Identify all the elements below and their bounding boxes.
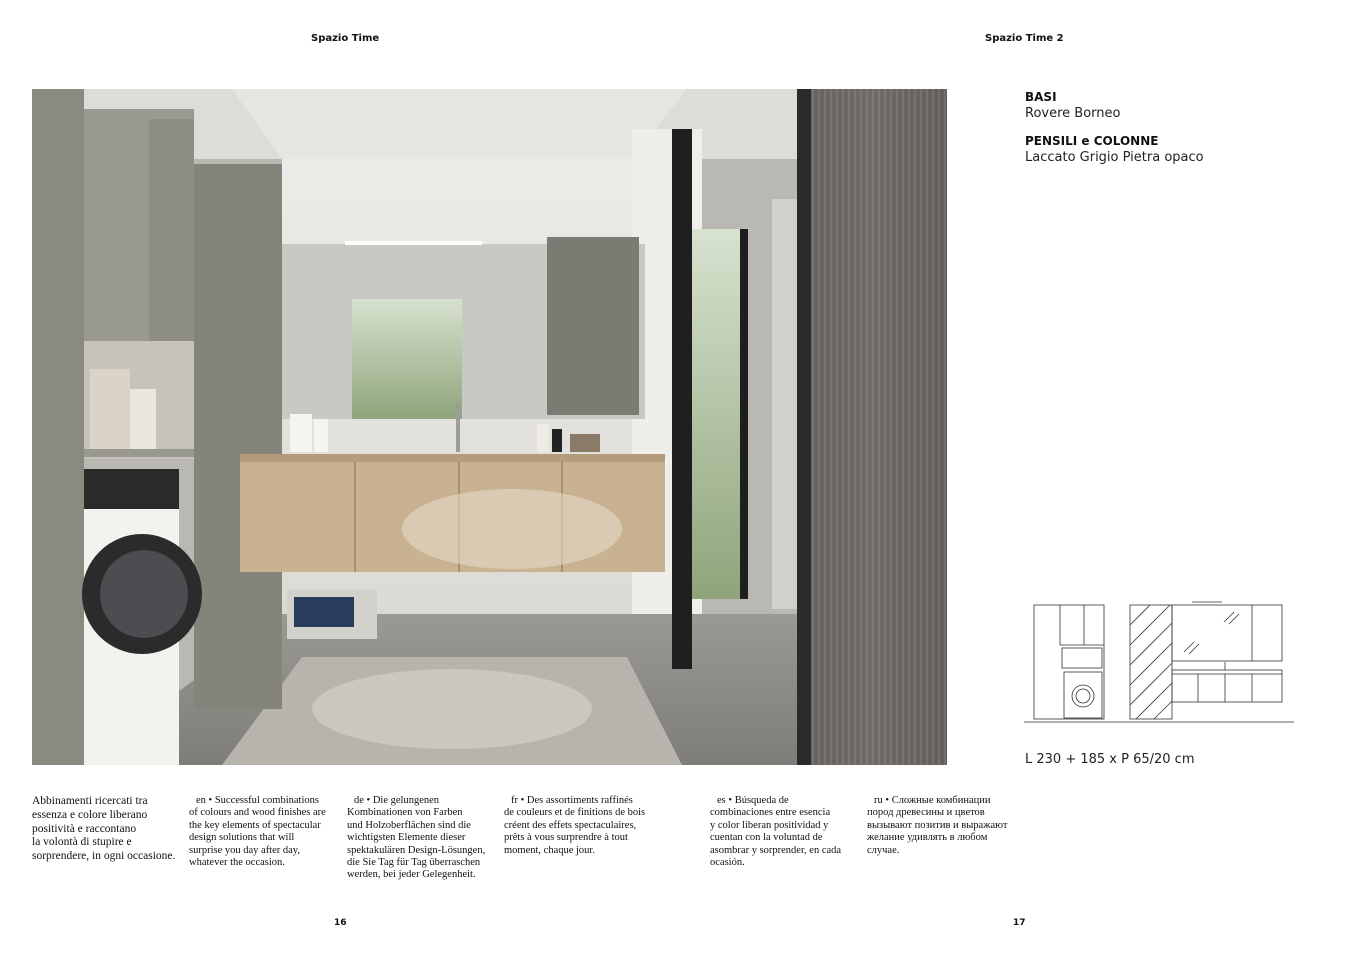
text-line: случае. <box>867 844 900 856</box>
text-line: Búsqueda de <box>734 795 789 806</box>
text-line: de couleurs et de finitions de bois <box>504 807 646 819</box>
lang-code: ru • <box>874 795 890 806</box>
bathroom-photo <box>32 89 947 765</box>
text-line: créent des effets spectaculaires, <box>504 819 637 831</box>
text-line: werden, bei jeder Gelegenheit. <box>347 869 476 881</box>
text-line: the key elements of spectacular <box>189 819 321 831</box>
text-line: wichtigsten Elemente dieser <box>347 832 466 844</box>
elevation-drawing <box>1024 600 1296 728</box>
right-page-header: Spazio Time 2 <box>985 33 1064 44</box>
text-line: moment, chaque jour. <box>504 844 595 856</box>
text-line: ocasión. <box>710 857 745 869</box>
text-line: y color liberan positividad y <box>710 819 829 831</box>
left-page-number: 16 <box>334 918 347 928</box>
right-page-number: 17 <box>1013 918 1026 928</box>
text-line: design solutions that will <box>189 832 295 844</box>
text-line: und Holzoberflächen sind die <box>347 819 471 831</box>
spec-base <box>1025 90 1325 121</box>
dimensions-label: L 230 + 185 x P 65/20 cm <box>1025 752 1195 767</box>
text-line: Сложные комбинации <box>891 795 991 806</box>
left-page-header: Spazio Time <box>311 33 380 44</box>
finish-specs <box>1025 90 1325 165</box>
text-line: пород древесины и цветов <box>867 807 985 819</box>
text-line: prêts à vous surprendre à tout <box>504 832 628 844</box>
intro-line: sorprendere, in ogni occasione. <box>32 850 176 863</box>
translation-ru <box>867 795 1017 857</box>
lang-code: es • <box>717 795 733 806</box>
text-line: combinaciones entre esencia <box>710 807 831 819</box>
text-line: spektakulären Design-Lösungen, <box>347 844 486 856</box>
intro-line: positività e raccontano <box>32 822 137 835</box>
translation-es <box>710 795 860 869</box>
text-line: die Sie Tag für Tag überraschen <box>347 857 481 869</box>
translation-de <box>347 795 497 882</box>
spec-columns-value: Laccato Grigio Pietra opaco <box>1025 150 1204 165</box>
lang-code: fr • <box>511 795 525 806</box>
text-line: Des assortiments raffinés <box>526 795 633 806</box>
text-line: cuentan con la voluntad de <box>710 832 823 844</box>
intro-line: essenza e colore liberano <box>32 808 148 821</box>
intro-line: Abbinamenti ricercati tra <box>32 795 148 807</box>
text-line: Successful combinations <box>214 795 319 806</box>
spec-columns-label: PENSILI e COLONNE <box>1025 134 1159 148</box>
spec-base-label: BASI <box>1025 90 1057 104</box>
lang-code: en • <box>196 795 213 806</box>
text-line: surprise you day after day, <box>189 844 300 856</box>
translation-fr <box>504 795 659 857</box>
text-line: of colours and wood finishes are <box>189 807 326 819</box>
text-line: Die gelungenen <box>372 795 440 806</box>
text-line: желание удивлять в любом <box>867 832 988 844</box>
spec-columns <box>1025 134 1325 165</box>
text-line: asombrar y sorprender, en cada <box>710 844 842 856</box>
intro-text <box>32 795 182 864</box>
text-line: Kombinationen von Farben <box>347 807 463 819</box>
spec-base-value: Rovere Borneo <box>1025 106 1121 121</box>
intro-line: la volontà di stupire e <box>32 836 132 849</box>
text-line: вызывают позитив и выражают <box>867 819 1008 831</box>
text-line: whatever the occasion. <box>189 857 285 869</box>
translation-en <box>189 795 339 869</box>
lang-code: de • <box>354 795 371 806</box>
